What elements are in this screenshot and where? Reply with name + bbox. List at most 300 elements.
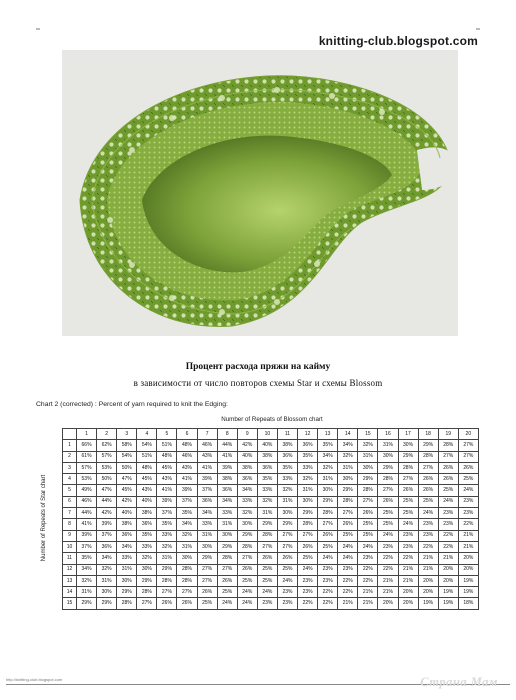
- table-cell: 25%: [378, 508, 398, 519]
- table-cell: 53%: [77, 474, 97, 485]
- table-cell: 21%: [458, 530, 478, 541]
- table-cell: 47%: [117, 474, 137, 485]
- table-cell: 41%: [77, 519, 97, 530]
- table-cell: 29%: [358, 474, 378, 485]
- table-cell: 28%: [378, 474, 398, 485]
- table-cell: 27%: [237, 553, 257, 564]
- table-cell: 25%: [197, 598, 217, 609]
- table-cell: 51%: [137, 451, 157, 462]
- table-row: [63, 440, 479, 451]
- table-cell: 30%: [217, 530, 237, 541]
- table-cell: 23%: [298, 575, 318, 586]
- table-row: [63, 462, 479, 473]
- table-cell: 29%: [378, 462, 398, 473]
- table-cell: 29%: [318, 496, 338, 507]
- table-cell: 23%: [318, 564, 338, 575]
- table-cell: 21%: [398, 575, 418, 586]
- table-cell: 35%: [157, 519, 177, 530]
- table-cell: 26%: [217, 575, 237, 586]
- table-cell: 41%: [177, 474, 197, 485]
- table-cell: 41%: [157, 485, 177, 496]
- table-cell: 28%: [318, 508, 338, 519]
- table-cell: 19%: [438, 587, 458, 598]
- table-cell: 30%: [137, 564, 157, 575]
- table-cell: 48%: [157, 451, 177, 462]
- table-cell: 27%: [418, 462, 438, 473]
- table-cell: 27%: [197, 575, 217, 586]
- table-cell: 28%: [117, 598, 137, 609]
- table-cell: 27%: [197, 564, 217, 575]
- table-cell: 36%: [137, 519, 157, 530]
- row-header: 2: [63, 451, 77, 462]
- table-cell: 29%: [298, 508, 318, 519]
- table-cell: 29%: [117, 587, 137, 598]
- table-cell: 43%: [137, 485, 157, 496]
- table-cell: 19%: [458, 575, 478, 586]
- table-cell: 30%: [338, 474, 358, 485]
- row-header: 10: [63, 541, 77, 552]
- table-cell: 24%: [338, 541, 358, 552]
- table-cell: 22%: [438, 541, 458, 552]
- page-title: Процент расхода пряжи на кайму: [185, 362, 331, 372]
- table-cell: 27%: [458, 440, 478, 451]
- table-cell: 24%: [398, 519, 418, 530]
- table-cell: 32%: [298, 474, 318, 485]
- table-cell: 29%: [97, 598, 117, 609]
- table-cell: 42%: [117, 496, 137, 507]
- table-cell: 32%: [338, 451, 358, 462]
- table-cell: 22%: [378, 553, 398, 564]
- table-cell: 30%: [358, 462, 378, 473]
- table-cell: 34%: [177, 519, 197, 530]
- column-header: 11: [277, 429, 297, 440]
- column-header: 20: [458, 429, 478, 440]
- table-cell: 27%: [338, 508, 358, 519]
- table-cell: 20%: [458, 564, 478, 575]
- row-axis-label: Number of Repeats of Star chart: [41, 474, 47, 562]
- table-cell: 32%: [157, 541, 177, 552]
- table-cell: 30%: [277, 508, 297, 519]
- table-cell: 36%: [217, 485, 237, 496]
- table-cell: 23%: [398, 541, 418, 552]
- shawl-photo: [62, 50, 458, 336]
- table-cell: 20%: [378, 598, 398, 609]
- table-cell: 40%: [137, 496, 157, 507]
- table-cell: 20%: [418, 587, 438, 598]
- table-cell: 30%: [97, 587, 117, 598]
- table-cell: 26%: [197, 587, 217, 598]
- row-header: 1: [63, 440, 77, 451]
- row-header: 15: [63, 598, 77, 609]
- table-row: [63, 451, 479, 462]
- page-corner-mark-right: [476, 28, 480, 30]
- table-cell: 37%: [77, 541, 97, 552]
- table-cell: 33%: [137, 541, 157, 552]
- table-cell: 48%: [137, 462, 157, 473]
- table-cell: 20%: [418, 575, 438, 586]
- table-cell: 58%: [117, 440, 137, 451]
- table-cell: 43%: [177, 462, 197, 473]
- table-cell: 30%: [318, 485, 338, 496]
- table-cell: 28%: [177, 575, 197, 586]
- table-cell: 32%: [137, 553, 157, 564]
- table-cell: 24%: [338, 553, 358, 564]
- table-cell: 31%: [298, 485, 318, 496]
- table-cell: 31%: [257, 508, 277, 519]
- table-cell: 25%: [438, 485, 458, 496]
- table-cell: 26%: [438, 474, 458, 485]
- table-cell: 29%: [398, 451, 418, 462]
- table-cell: 39%: [157, 496, 177, 507]
- table-cell: 57%: [77, 462, 97, 473]
- table-cell: 29%: [77, 598, 97, 609]
- table-row: [63, 496, 479, 507]
- table-cell: 41%: [217, 451, 237, 462]
- table-cell: 39%: [197, 474, 217, 485]
- table-row: [63, 553, 479, 564]
- table-cell: 22%: [338, 587, 358, 598]
- column-header: 13: [318, 429, 338, 440]
- table-cell: 26%: [237, 564, 257, 575]
- table-cell: 21%: [418, 553, 438, 564]
- table-cell: 44%: [217, 440, 237, 451]
- table-cell: 41%: [197, 462, 217, 473]
- yarn-percent-table: [62, 428, 479, 610]
- table-row: [63, 474, 479, 485]
- table-cell: 34%: [217, 496, 237, 507]
- table-row: [63, 508, 479, 519]
- table-cell: 26%: [177, 598, 197, 609]
- table-cell: 30%: [177, 553, 197, 564]
- table-cell: 32%: [318, 462, 338, 473]
- column-header: 2: [97, 429, 117, 440]
- table-cell: 21%: [418, 564, 438, 575]
- table-cell: 66%: [77, 440, 97, 451]
- table-cell: 24%: [257, 587, 277, 598]
- table-cell: 26%: [318, 530, 338, 541]
- table-cell: 23%: [277, 587, 297, 598]
- table-cell: 27%: [438, 451, 458, 462]
- watermark-logo: Страна Мам: [420, 675, 498, 689]
- table-cell: 20%: [458, 553, 478, 564]
- table-cell: 35%: [257, 474, 277, 485]
- table-cell: 27%: [217, 564, 237, 575]
- table-cell: 36%: [197, 496, 217, 507]
- table-cell: 23%: [438, 508, 458, 519]
- table-cell: 27%: [177, 587, 197, 598]
- table-cell: 22%: [318, 598, 338, 609]
- table-cell: 57%: [97, 451, 117, 462]
- table-cell: 38%: [217, 474, 237, 485]
- table-cell: 42%: [97, 508, 117, 519]
- table-cell: 35%: [177, 508, 197, 519]
- table-cell: 22%: [318, 587, 338, 598]
- table-cell: 26%: [298, 541, 318, 552]
- table-cell: 35%: [277, 462, 297, 473]
- table-cell: 19%: [438, 598, 458, 609]
- table-cell: 42%: [237, 440, 257, 451]
- table-row: [63, 541, 479, 552]
- table-cell: 30%: [398, 440, 418, 451]
- row-header: 11: [63, 553, 77, 564]
- table-cell: 22%: [438, 530, 458, 541]
- table-cell: 27%: [157, 587, 177, 598]
- table-cell: 23%: [298, 587, 318, 598]
- table-cell: 22%: [358, 575, 378, 586]
- table-cell: 29%: [137, 575, 157, 586]
- table-cell: 28%: [438, 440, 458, 451]
- column-header: 14: [338, 429, 358, 440]
- table-cell: 22%: [298, 598, 318, 609]
- table-cell: 31%: [177, 541, 197, 552]
- table-cell: 25%: [358, 530, 378, 541]
- table-cell: 32%: [97, 564, 117, 575]
- table-cell: 47%: [97, 485, 117, 496]
- table-cell: 25%: [217, 587, 237, 598]
- table-cell: 33%: [277, 474, 297, 485]
- column-axis-label: Number of Repeats of Blossom chart: [221, 416, 323, 423]
- table-cell: 38%: [277, 440, 297, 451]
- table-cell: 28%: [177, 564, 197, 575]
- site-url[interactable]: knitting-club.blogspot.com: [318, 34, 478, 48]
- table-cell: 25%: [318, 541, 338, 552]
- table-row: [63, 530, 479, 541]
- table-cell: 32%: [237, 508, 257, 519]
- table-cell: 49%: [77, 485, 97, 496]
- table-cell: 21%: [358, 587, 378, 598]
- table-cell: 33%: [217, 508, 237, 519]
- table-cell: 35%: [298, 451, 318, 462]
- table-cell: 37%: [157, 508, 177, 519]
- table-cell: 29%: [157, 564, 177, 575]
- table-cell: 21%: [338, 598, 358, 609]
- table-cell: 31%: [157, 553, 177, 564]
- table-cell: 23%: [277, 598, 297, 609]
- table-cell: 48%: [177, 440, 197, 451]
- table-cell: 36%: [117, 530, 137, 541]
- table-corner-cell: [63, 429, 77, 440]
- table-cell: 29%: [257, 519, 277, 530]
- row-header: 8: [63, 519, 77, 530]
- table-cell: 30%: [117, 575, 137, 586]
- table-cell: 34%: [97, 553, 117, 564]
- table-cell: 30%: [237, 519, 257, 530]
- table-cell: 37%: [97, 530, 117, 541]
- column-header: 4: [137, 429, 157, 440]
- table-cell: 27%: [458, 451, 478, 462]
- table-cell: 23%: [438, 519, 458, 530]
- table-cell: 33%: [237, 496, 257, 507]
- table-cell: 21%: [378, 575, 398, 586]
- table-cell: 29%: [197, 553, 217, 564]
- table-row: [63, 575, 479, 586]
- table-cell: 27%: [257, 541, 277, 552]
- table-cell: 33%: [197, 519, 217, 530]
- table-cell: 26%: [277, 553, 297, 564]
- table-cell: 24%: [237, 587, 257, 598]
- table-row: [63, 519, 479, 530]
- table-cell: 34%: [338, 440, 358, 451]
- table-cell: 22%: [338, 575, 358, 586]
- table-cell: 21%: [458, 541, 478, 552]
- table-cell: 26%: [438, 462, 458, 473]
- table-cell: 33%: [157, 530, 177, 541]
- table-cell: 23%: [338, 564, 358, 575]
- table-cell: 22%: [398, 553, 418, 564]
- row-header: 14: [63, 587, 77, 598]
- table-cell: 24%: [358, 541, 378, 552]
- table-cell: 50%: [117, 462, 137, 473]
- table-cell: 31%: [197, 530, 217, 541]
- table-cell: 46%: [177, 451, 197, 462]
- table-cell: 27%: [378, 485, 398, 496]
- table-cell: 54%: [137, 440, 157, 451]
- table-cell: 24%: [237, 598, 257, 609]
- table-cell: 18%: [458, 598, 478, 609]
- table-cell: 32%: [177, 530, 197, 541]
- table-cell: 29%: [338, 485, 358, 496]
- column-header: 16: [378, 429, 398, 440]
- table-cell: 22%: [458, 519, 478, 530]
- table-cell: 35%: [137, 530, 157, 541]
- row-header: 13: [63, 575, 77, 586]
- table-cell: 28%: [398, 462, 418, 473]
- row-header: 9: [63, 530, 77, 541]
- table-cell: 45%: [137, 474, 157, 485]
- table-cell: 31%: [358, 451, 378, 462]
- table-cell: 32%: [77, 575, 97, 586]
- table-cell: 37%: [197, 485, 217, 496]
- table-cell: 26%: [378, 496, 398, 507]
- table-row: [63, 598, 479, 609]
- table-cell: 25%: [277, 564, 297, 575]
- table-cell: 35%: [77, 553, 97, 564]
- table-cell: 39%: [177, 485, 197, 496]
- table-cell: 36%: [257, 462, 277, 473]
- table-cell: 36%: [237, 474, 257, 485]
- table-cell: 25%: [458, 474, 478, 485]
- table-cell: 40%: [237, 451, 257, 462]
- table-cell: 25%: [398, 508, 418, 519]
- table-cell: 20%: [398, 587, 418, 598]
- row-header: 5: [63, 485, 77, 496]
- table-cell: 62%: [97, 440, 117, 451]
- table-cell: 29%: [217, 541, 237, 552]
- column-header: 6: [177, 429, 197, 440]
- table-cell: 38%: [237, 462, 257, 473]
- table-cell: 23%: [257, 598, 277, 609]
- table-cell: 24%: [277, 575, 297, 586]
- table-cell: 45%: [117, 485, 137, 496]
- table-cell: 34%: [117, 541, 137, 552]
- table-cell: 20%: [438, 564, 458, 575]
- table-cell: 36%: [97, 541, 117, 552]
- table-cell: 34%: [318, 451, 338, 462]
- table-cell: 29%: [277, 519, 297, 530]
- table-cell: 27%: [358, 496, 378, 507]
- table-cell: 28%: [298, 519, 318, 530]
- table-cell: 23%: [378, 541, 398, 552]
- table-cell: 21%: [398, 564, 418, 575]
- table-cell: 31%: [318, 474, 338, 485]
- column-header: 19: [438, 429, 458, 440]
- table-cell: 45%: [157, 462, 177, 473]
- table-cell: 25%: [298, 553, 318, 564]
- column-header: 5: [157, 429, 177, 440]
- table-cell: 25%: [237, 575, 257, 586]
- table-cell: 22%: [418, 541, 438, 552]
- table-cell: 23%: [398, 530, 418, 541]
- table-cell: 36%: [298, 440, 318, 451]
- table-cell: 46%: [77, 496, 97, 507]
- row-header: 6: [63, 496, 77, 507]
- row-header: 7: [63, 508, 77, 519]
- table-cell: 28%: [418, 451, 438, 462]
- table-cell: 39%: [217, 462, 237, 473]
- table-row: [63, 485, 479, 496]
- table-cell: 19%: [418, 598, 438, 609]
- table-cell: 31%: [378, 440, 398, 451]
- table-cell: 26%: [157, 598, 177, 609]
- table-cell: 37%: [177, 496, 197, 507]
- column-header: 18: [418, 429, 438, 440]
- table-cell: 31%: [338, 462, 358, 473]
- footer-url[interactable]: http://knitting-club.blogspot.com: [6, 677, 63, 682]
- table-cell: 23%: [358, 553, 378, 564]
- table-cell: 26%: [358, 508, 378, 519]
- table-cell: 24%: [378, 530, 398, 541]
- table-cell: 54%: [117, 451, 137, 462]
- table-cell: 27%: [398, 474, 418, 485]
- table-cell: 29%: [237, 530, 257, 541]
- column-header: 8: [217, 429, 237, 440]
- table-cell: 38%: [257, 451, 277, 462]
- table-cell: 40%: [117, 508, 137, 519]
- table-cell: 20%: [438, 575, 458, 586]
- table-cell: 25%: [257, 564, 277, 575]
- table-cell: 46%: [197, 440, 217, 451]
- table-cell: 31%: [217, 519, 237, 530]
- table-cell: 39%: [97, 519, 117, 530]
- row-header: 4: [63, 474, 77, 485]
- table-cell: 27%: [277, 530, 297, 541]
- column-header: 9: [237, 429, 257, 440]
- table-cell: 22%: [358, 564, 378, 575]
- table-cell: 26%: [398, 485, 418, 496]
- column-header: 15: [358, 429, 378, 440]
- table-cell: 44%: [77, 508, 97, 519]
- table-cell: 24%: [458, 485, 478, 496]
- table-cell: 26%: [418, 485, 438, 496]
- table-cell: 34%: [237, 485, 257, 496]
- table-cell: 24%: [318, 553, 338, 564]
- table-cell: 51%: [157, 440, 177, 451]
- table-cell: 29%: [418, 440, 438, 451]
- table-cell: 43%: [157, 474, 177, 485]
- table-cell: 61%: [77, 451, 97, 462]
- table-cell: 25%: [338, 530, 358, 541]
- table-cell: 22%: [378, 564, 398, 575]
- table-header-row: [63, 429, 479, 440]
- table-cell: 20%: [398, 598, 418, 609]
- table-cell: 33%: [117, 553, 137, 564]
- table-cell: 34%: [77, 564, 97, 575]
- table-cell: 23%: [318, 575, 338, 586]
- table-cell: 30%: [298, 496, 318, 507]
- table-cell: 31%: [117, 564, 137, 575]
- table-cell: 28%: [338, 496, 358, 507]
- table-cell: 30%: [197, 541, 217, 552]
